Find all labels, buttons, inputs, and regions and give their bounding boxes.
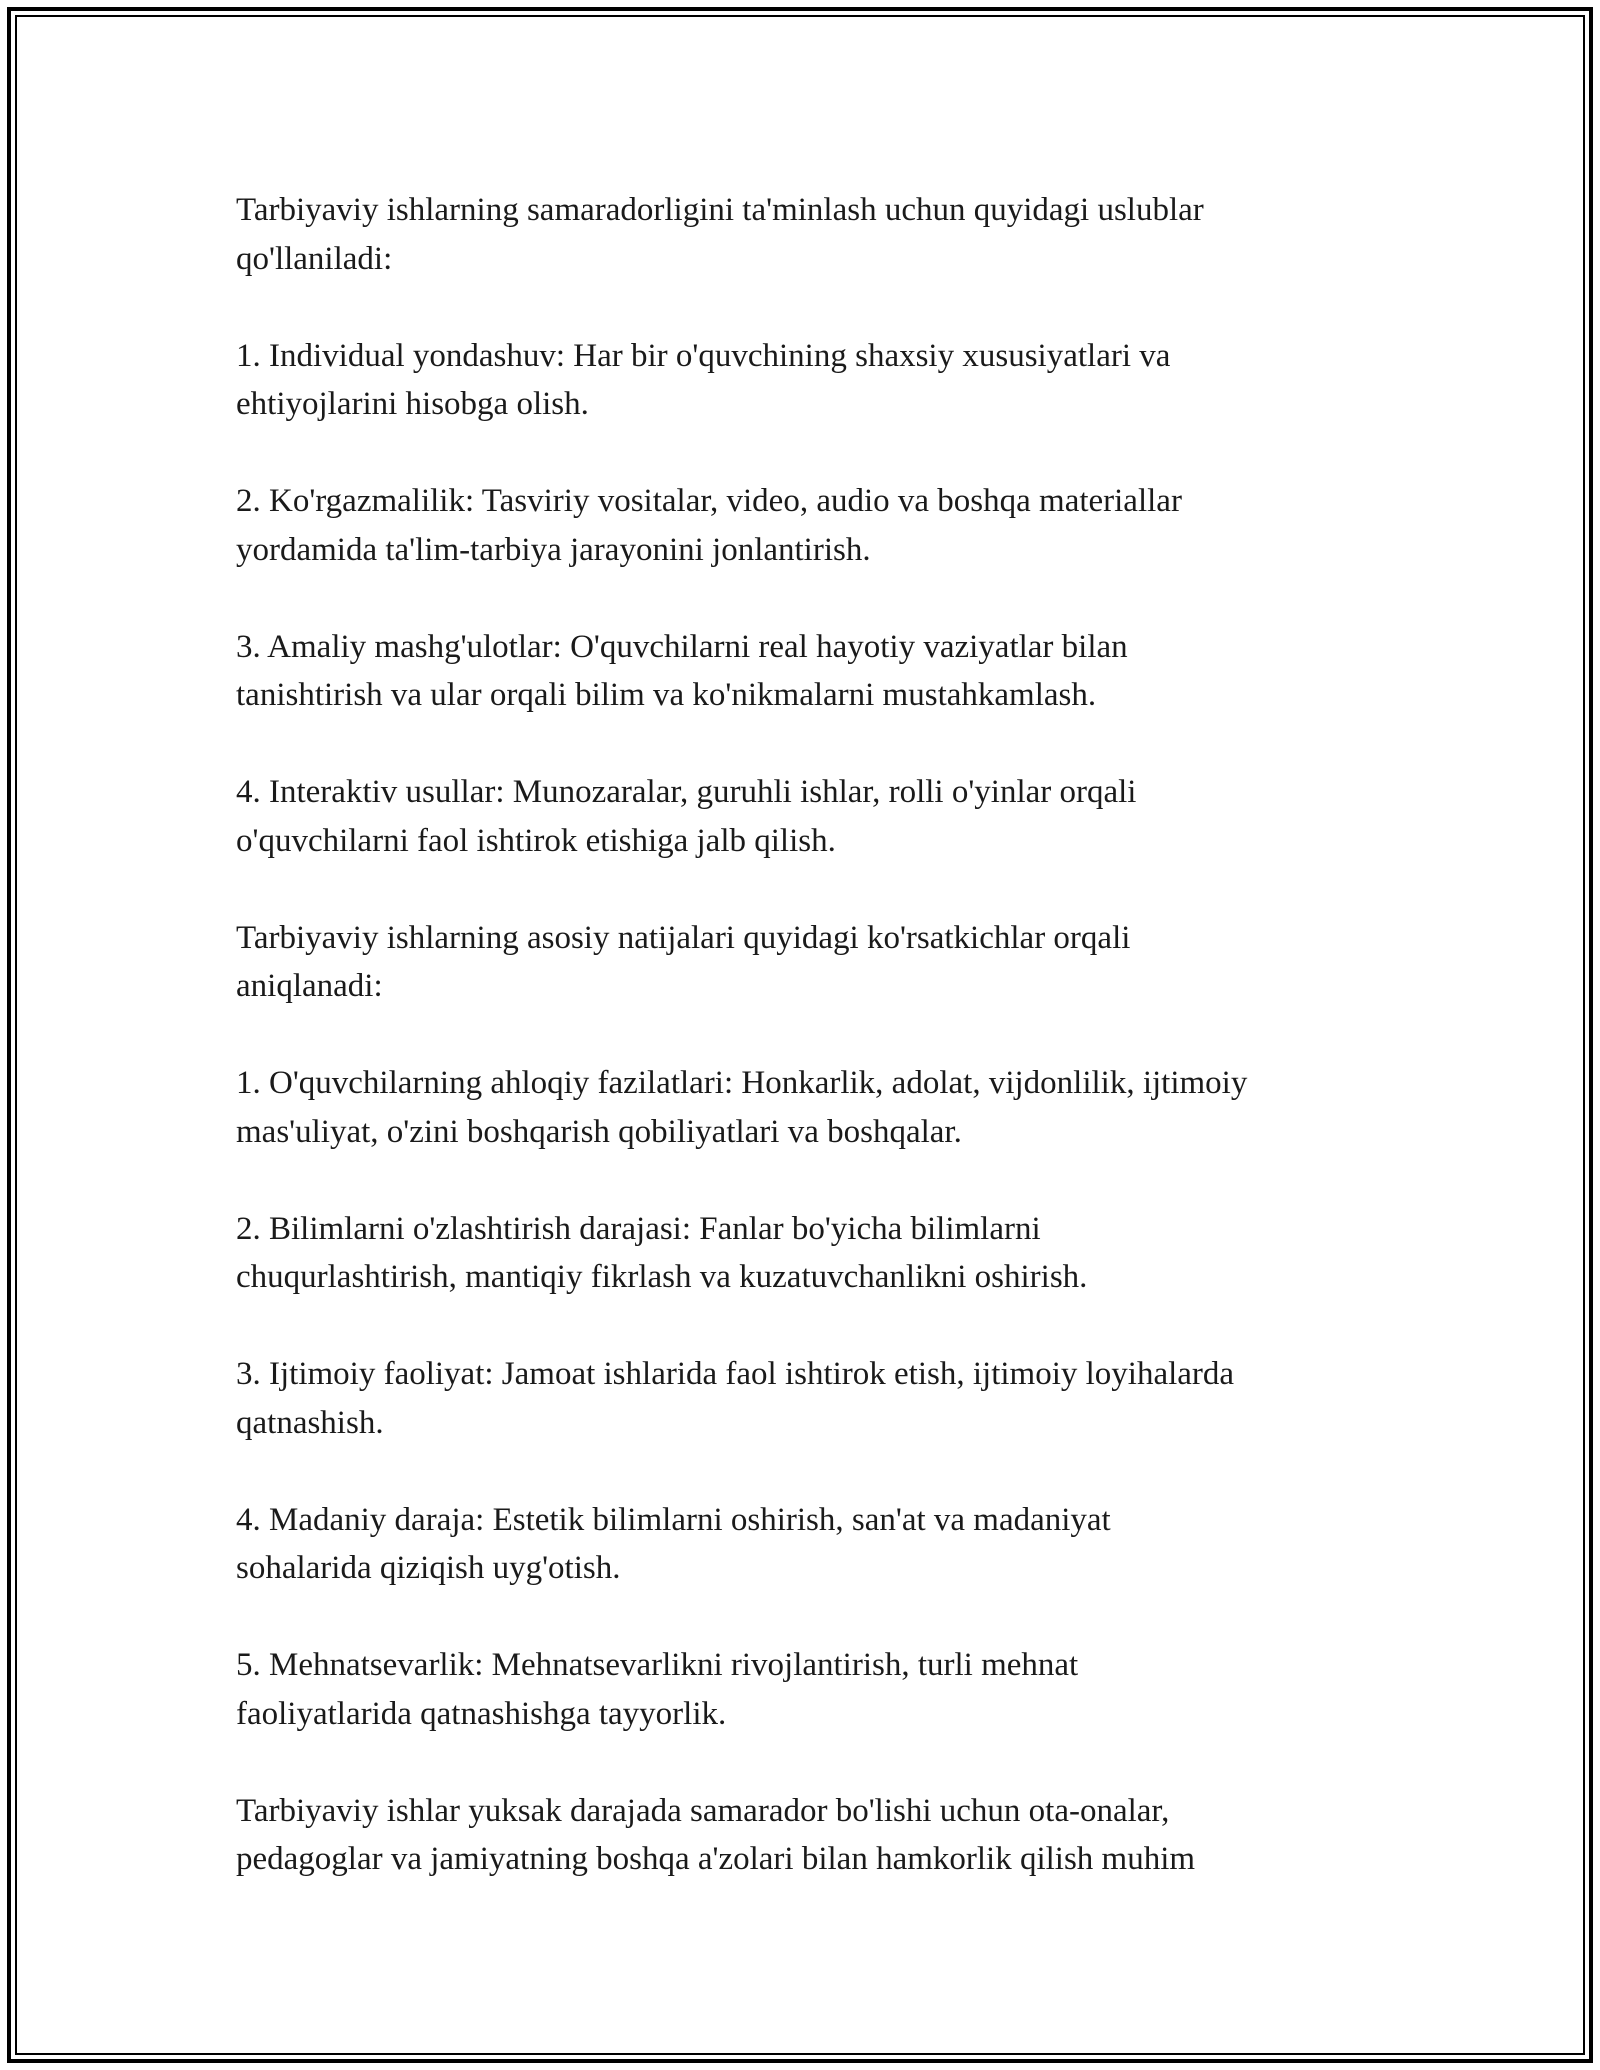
closing-paragraph: Tarbiyaviy ishlar yuksak darajada samarador bo'lishi uchun ota-onalar, pedagoglar va jamiyatning boshqa a'zolari bilan hamkorlik qilish muhim xyxy=(236,1792,1196,1877)
method-item-4: 4. Interaktiv usullar: Munozaralar, guruhli ishlar, rolli o'yinlar orqali o'quvchilarni faol ishtirok etishiga jalb qilish. xyxy=(236,774,1137,859)
method-item-3: 3. Amaliy mashg'ulotlar: O'quvchilarni real hayotiy vaziyatlar bilan tanishtirish va ular orqali bilim va ko'nikmalarni mustahkamlash. xyxy=(236,628,1128,713)
document-body xyxy=(236,186,1366,1884)
result-item-1: 1. O'quvchilarning ahloqiy fazilatlari: Honkarlik, adolat, vijdonlilik, ijtimoiy mas'uliyat, o'zini boshqarish qobiliyatlari va boshqalar. xyxy=(236,1065,1248,1150)
intro-results-paragraph: Tarbiyaviy ishlarning asosiy natijalari quyidagi ko'rsatkichlar orqali aniqlanadi: xyxy=(236,919,1131,1004)
result-item-5: 5. Mehnatsevarlik: Mehnatsevarlikni rivojlantirish, turli mehnat faoliyatlarida qatnashishga tayyorlik. xyxy=(236,1647,1079,1732)
intro-methods-paragraph: Tarbiyaviy ishlarning samaradorligini ta'minlash uchun quyidagi uslublar qo'llaniladi: xyxy=(236,192,1204,277)
result-item-4: 4. Madaniy daraja: Estetik bilimlarni oshirish, san'at va madaniyat sohalarida qiziqish uyg'otish. xyxy=(236,1501,1111,1586)
method-item-1: 1. Individual yondashuv: Har bir o'quvchining shaxsiy xususiyatlari va ehtiyojlarini hisobga olish. xyxy=(236,337,1171,422)
result-item-3: 3. Ijtimoiy faoliyat: Jamoat ishlarida faol ishtirok etish, ijtimoiy loyihalarda qatnashish. xyxy=(236,1356,1235,1441)
result-item-2: 2. Bilimlarni o'zlashtirish darajasi: Fanlar bo'yicha bilimlarni chuqurlashtirish, mantiqiy fikrlash va kuzatuvchanlikni oshirish. xyxy=(236,1210,1088,1295)
method-item-2: 2. Ko'rgazmalilik: Tasviriy vositalar, video, audio va boshqa materiallar yordamida ta'lim-tarbiya jarayonini jonlantirish. xyxy=(236,483,1182,568)
